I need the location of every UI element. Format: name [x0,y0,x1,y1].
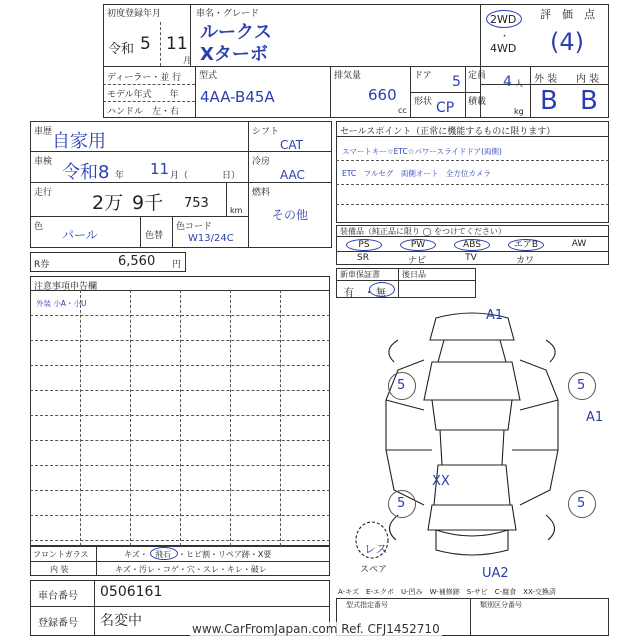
interior-grade: B [580,86,598,116]
mark-wheel-rl: 5 [397,496,406,511]
drive-2wd: 2WD [490,13,517,26]
mark-wheel-fl: 5 [397,378,406,393]
ac: AAC [280,168,305,182]
day-unit: 日） [222,171,241,181]
cc-unit: cc [398,106,407,115]
inspection-label: 車検 [34,157,53,167]
year-unit: 年 [115,171,125,181]
mileage-detail: 753 [184,196,209,211]
notes-text: 外装 小A・小U [36,299,87,308]
car-name-label: 車名・グレード [196,9,260,19]
spare-label: スペア [360,565,388,575]
type-value: 4AA-B45A [200,88,275,106]
color-code-label: 色コード [176,222,213,232]
exterior-label: 外 装 [534,74,558,85]
car-number-label: 車台番号 [38,591,78,602]
doors-label: ドア [414,71,432,81]
mark-rear: UA2 [482,566,509,581]
sales-line-2: ETC フルセグ 両側オート 全方位カメラ [342,169,491,178]
paint-label: 色替 [145,231,164,241]
notes-col-line [130,290,131,546]
notes-col-line [80,290,81,546]
warranty-circled: 無 [376,288,386,299]
month-paren: 月（ [170,171,189,181]
sales-line-1: スマートキー☆ETC☆パワースライドドア(両側) [342,147,502,156]
interior-label: 内 装 [576,74,600,85]
equipment-item: AW [571,239,587,249]
color-code: W13/24C [188,233,234,244]
car-number: 0506161 [100,584,163,600]
equipment-item: ABS [454,239,490,251]
capacity-label: 定員 [468,71,487,81]
mileage-sen: 9千 [132,192,164,214]
equipment-item: エアB [508,239,544,251]
era: 令和 [108,42,135,57]
drive-dot: ・ [500,32,510,42]
month-unit: 月 [183,56,191,65]
front-glass-label: フロントガラス [33,550,89,559]
displacement: 660 [368,86,397,104]
mileage-label: 走行 [34,188,53,198]
dealer-label: ディーラー・並 行 [107,73,182,83]
shape: CP [436,100,455,116]
recycle-label: R券 [34,260,50,270]
recycle-box [30,252,186,272]
model-type-label: 型式指定番号 [346,601,388,609]
reg-number: 名変中 [100,613,142,629]
damage-legend: A-キズ E-エクボ U-凹み W-補修跡 S-サビ C-腐食 XX-交換済 [338,588,556,596]
usage-label: 車歴 [34,127,53,137]
equipment-item: ナビ [407,256,426,266]
warranty-options: 有 ・ [344,288,374,299]
shape-label: 形状 [414,97,433,107]
type-label: 型式 [199,71,218,81]
fuel: その他 [272,208,309,222]
mark-rear-left: XX [432,474,450,489]
reg-month: 11 [166,34,188,54]
reg-number-label: 登録番号 [38,618,78,629]
equipment-item: カワ [515,256,534,266]
yen-unit: 円 [172,260,182,270]
front-glass-post: ・ヒビ割・リペア跡・X要 [178,550,272,559]
first-reg-label: 初度登録年月 [107,9,162,19]
displacement-label: 排気量 [334,71,362,81]
watermark: www.CarFromJapan.com Ref. CFJ1452710 [192,622,440,636]
spare-note: レス [364,542,388,556]
equipment-item: PW [400,239,436,251]
grade: Xターボ [200,44,268,65]
mileage-man: 2万 [92,192,124,214]
score: (4) [550,28,584,56]
interior-cond-label: 内 装 [50,565,69,574]
drive-4wd: 4WD [490,42,517,55]
warranty-label: 新車保証書 [340,270,380,279]
usage: 自家用 [52,131,106,152]
mark-wheel-rr: 5 [577,496,586,511]
equipment-item: PS [346,239,382,251]
mark-front: A1 [486,308,504,323]
recycle-value: 6,560 [118,254,156,269]
fuel-label: 燃料 [252,188,271,198]
after-label: 後日品 [402,270,426,279]
kg-unit: kg [514,107,524,116]
equipment-title: 装備品（純正品に限り ◯ をつけてください） [340,227,507,236]
mark-wheel-fr: 5 [577,378,586,393]
inspection-era: 令和8 [62,162,110,183]
exterior-grade: B [540,86,558,116]
inspection-month: 11 [150,160,170,178]
car-name: ルークス [200,22,272,43]
capacity-unit: 人 [515,79,523,88]
shift: CAT [280,138,303,152]
capacity: 4 [503,74,512,90]
notes-col-line [180,290,181,546]
front-glass-circled: 飛石 [155,550,171,559]
ac-label: 冷房 [252,157,271,167]
mark-right-side: A1 [586,410,604,425]
notes-col-line [280,290,281,546]
color: パール [62,228,98,242]
model-year-label: モデル年式 年 [107,90,179,100]
notes-title: 注意事項申告欄 [34,282,98,292]
reg-year: 5 [140,34,151,54]
doors: 5 [452,74,461,90]
sales-title: セールスポイント（正常に機能するものに限ります） [340,127,556,137]
score-label: 評 価 点 [540,8,595,21]
km-unit: km [230,206,243,215]
handle-label: ハンドル 左・右 [107,107,180,117]
front-glass-pre: キズ・ [124,550,148,559]
load-label: 積載 [468,97,487,107]
category-label: 類別区分番号 [480,601,522,609]
equipment-item: TV [465,253,477,263]
interior-options: キズ・汚レ・コゲ・穴・スレ・キレ・破レ [115,565,267,574]
notes-col-line [230,290,231,546]
shift-label: シフト [252,127,280,137]
equipment-item: SR [357,253,369,263]
color-label: 色 [34,222,44,232]
